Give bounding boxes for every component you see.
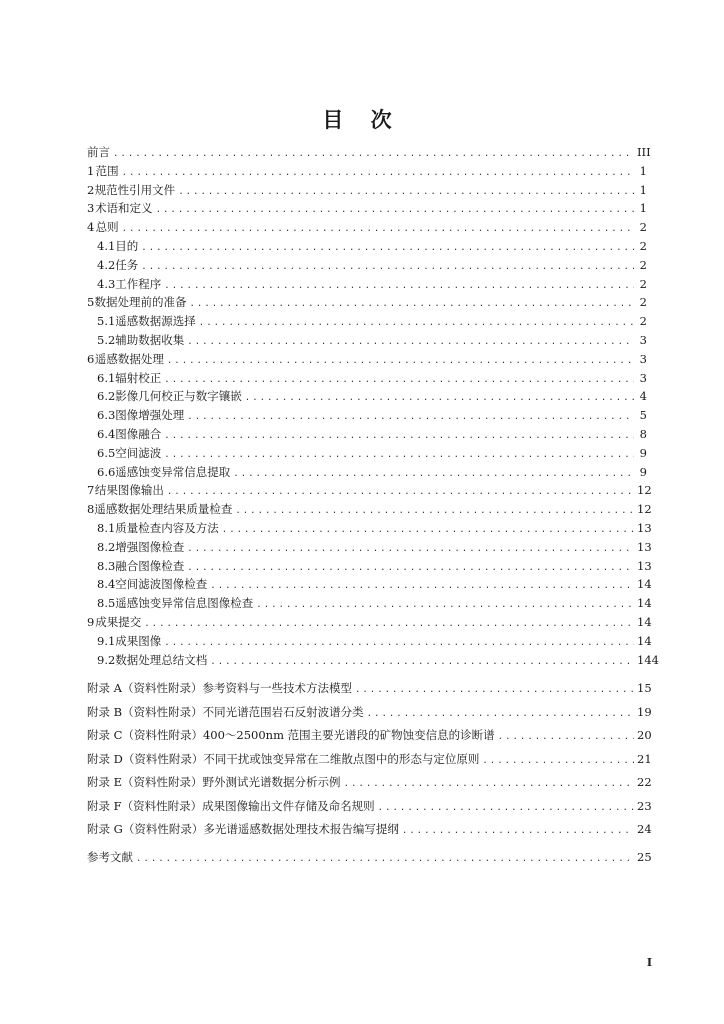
leader-dots: [402, 820, 634, 844]
toc-label: 范围: [95, 163, 119, 178]
leader-dots: [367, 703, 634, 727]
toc-num: 1: [87, 163, 95, 178]
toc-page: 14: [637, 614, 652, 629]
leader-dots: [164, 277, 634, 296]
leader-dots: [482, 750, 634, 774]
toc-page: 3: [639, 332, 647, 347]
toc-num: 8.1: [97, 520, 116, 535]
leader-dots: [378, 797, 634, 821]
leader-dots: [122, 220, 634, 239]
toc-num: 5: [87, 295, 95, 310]
leader-dots: [141, 258, 634, 277]
toc-label: 遥感数据处理: [94, 351, 164, 366]
toc-label: 辅助数据收集: [115, 332, 185, 347]
appendix-prefix: 附录 A（资料性附录）: [87, 681, 203, 696]
toc-appendix-g[interactable]: [87, 818, 652, 842]
toc-label: 空间滤波图像检查: [115, 577, 208, 592]
toc-entry-foreword[interactable]: [87, 143, 651, 162]
toc-label: 辐射校正: [115, 370, 162, 385]
toc-appendix-d[interactable]: [87, 748, 652, 772]
toc-page: 4: [639, 389, 647, 404]
toc-page: 144: [637, 652, 659, 667]
toc-num: 8.3: [97, 558, 116, 573]
leader-dots: [256, 596, 634, 615]
leader-dots: [245, 389, 634, 408]
toc-num: 3: [87, 201, 95, 216]
toc-entry-6-6[interactable]: [87, 463, 647, 482]
toc-label: 数据处理前的准备: [94, 295, 187, 310]
toc-page: 8: [639, 426, 647, 441]
toc-entry-4-2[interactable]: [87, 256, 647, 275]
toc-label: 目的: [115, 238, 139, 253]
toc-page: 14: [637, 633, 652, 648]
appendix-prefix: 附录 C（资料性附录）: [87, 728, 203, 743]
toc-label: 总则: [95, 220, 119, 235]
toc-page: 24: [637, 822, 652, 837]
toc-num: 6.3: [97, 408, 116, 423]
leader-dots: [235, 502, 634, 521]
leader-dots: [144, 615, 634, 634]
page-number: I: [646, 956, 652, 969]
toc-entry-9-1[interactable]: [87, 632, 652, 651]
toc-page: 3: [639, 370, 647, 385]
toc-label: 遥感数据处理结果质量检查: [94, 502, 233, 517]
leader-dots: [178, 183, 634, 202]
toc-entry-5-1[interactable]: [87, 312, 647, 331]
leader-dots: [122, 164, 634, 183]
toc-num: 4.1: [97, 238, 116, 253]
toc-page: 5: [639, 408, 647, 423]
toc-entry-references[interactable]: [87, 846, 652, 870]
leader-dots: [167, 352, 634, 371]
leader-dots: [156, 201, 634, 220]
toc-label: 图像增强处理: [115, 408, 185, 423]
toc-label: 遥感蚀变异常信息图像检查: [115, 596, 254, 611]
leader-dots: [222, 521, 634, 540]
toc-num: 8.5: [97, 596, 116, 611]
toc-appendix-f[interactable]: [87, 795, 652, 819]
toc-label: 遥感蚀变异常信息提取: [115, 464, 231, 479]
toc-label: 前言: [87, 145, 110, 159]
toc-page: 25: [637, 849, 652, 864]
leader-dots: [210, 577, 634, 596]
toc-page: 22: [637, 775, 652, 790]
leader-dots: [136, 848, 634, 872]
toc-entry-9-2[interactable]: [87, 651, 659, 670]
toc-entry-8-1[interactable]: [87, 519, 652, 538]
toc-entry-8[interactable]: [87, 500, 652, 519]
toc-page: 13: [637, 539, 652, 554]
toc-page: 15: [637, 681, 652, 696]
toc-num: 4.2: [97, 257, 116, 272]
toc-appendix-a[interactable]: [87, 677, 652, 701]
toc-page: 1: [639, 201, 647, 216]
toc-num: 9.1: [97, 633, 116, 648]
toc-page: 2: [639, 238, 647, 253]
toc-num: 4: [87, 220, 95, 235]
toc-label: 图像融合: [115, 426, 162, 441]
toc-num: 2: [87, 182, 95, 197]
toc-entry-2[interactable]: [87, 181, 647, 200]
toc-label: 增强图像检查: [115, 539, 185, 554]
toc-label: 400～2500nm 范围主要光谱段的矿物蚀变信息的诊断谱: [202, 728, 495, 743]
toc-num: 6.1: [97, 370, 116, 385]
leader-dots: [164, 634, 634, 653]
toc-page: 1: [639, 182, 647, 197]
appendix-prefix: 附录 F（资料性附录）: [87, 798, 203, 813]
toc-num: 5.2: [97, 332, 116, 347]
toc-entry-6-3[interactable]: [87, 406, 647, 425]
toc-page: 3: [639, 351, 647, 366]
toc-page: 19: [637, 704, 652, 719]
toc-label: 工作程序: [115, 276, 162, 291]
toc-num: 8: [87, 502, 95, 517]
toc-appendix-b[interactable]: [87, 701, 652, 725]
appendix-prefix: 附录 D（资料性附录）: [87, 751, 204, 766]
appendix-prefix: 附录 G（资料性附录）: [87, 822, 204, 837]
leader-dots: [187, 333, 634, 352]
leader-dots: [164, 427, 634, 446]
toc-page: 2: [639, 295, 647, 310]
toc-page: 14: [637, 577, 652, 592]
toc-label: 成果图像: [115, 633, 162, 648]
toc-page: 2: [639, 314, 647, 329]
toc-label: 规范性引用文件: [94, 182, 176, 197]
toc-label: 空间滤波: [115, 445, 162, 460]
toc-label: 不同干扰或蚀变异常在二维散点图中的形态与定位原则: [203, 751, 480, 766]
toc-label: 成果图像输出文件存储及命名规则: [202, 798, 375, 813]
leader-dots: [164, 446, 634, 465]
toc-entry-6-4[interactable]: [87, 425, 647, 444]
toc-entry-6-2[interactable]: [87, 387, 647, 406]
toc-label: 参考文献: [87, 849, 133, 864]
toc-entry-8-2[interactable]: [87, 538, 652, 557]
toc-entry-6-5[interactable]: [87, 444, 647, 463]
toc-num: 6.6: [97, 464, 116, 479]
toc-label: 数据处理总结文档: [115, 652, 208, 667]
toc-label: 融合图像检查: [115, 558, 185, 573]
toc-label: 不同光谱范围岩石反射波谱分类: [202, 704, 364, 719]
toc-page: 14: [637, 596, 652, 611]
leader-dots: [113, 145, 634, 164]
toc-entry-4[interactable]: [87, 218, 647, 237]
toc-num: 6.5: [97, 445, 116, 460]
toc-num: 8.2: [97, 539, 116, 554]
toc-num: 6.2: [97, 389, 116, 404]
leader-dots: [187, 540, 634, 559]
appendix-prefix: 附录 B（资料性附录）: [87, 704, 203, 719]
toc-page: 12: [637, 483, 652, 498]
leader-dots: [355, 679, 634, 703]
toc-label: 术语和定义: [95, 201, 153, 216]
toc-label: 遥感数据源选择: [115, 314, 196, 329]
toc-page: 21: [637, 751, 652, 766]
toc-page: 13: [637, 558, 652, 573]
leader-dots: [210, 653, 634, 672]
leader-dots: [189, 295, 634, 314]
toc-page: 12: [637, 502, 652, 517]
toc-page: 2: [639, 257, 647, 272]
toc-page: 2: [639, 276, 647, 291]
page-title: 目 次: [322, 107, 402, 132]
toc-entry-3[interactable]: [87, 199, 647, 218]
toc-num: 7: [87, 483, 95, 498]
toc-entry-6[interactable]: [87, 350, 647, 369]
toc-label: 野外测试光谱数据分析示例: [202, 775, 341, 790]
toc-appendix-c[interactable]: [87, 724, 652, 748]
leader-dots: [141, 239, 634, 258]
toc-entry-9[interactable]: [87, 613, 652, 632]
toc-num: 4.3: [97, 276, 116, 291]
toc-page: 9: [639, 464, 647, 479]
toc-num: 5.1: [97, 314, 116, 329]
toc-page: 9: [639, 445, 647, 460]
toc-label: 影像几何校正与数字镶嵌: [115, 389, 242, 404]
leader-dots: [167, 483, 634, 502]
toc-num: 6: [87, 351, 95, 366]
toc-entry-5-2[interactable]: [87, 331, 647, 350]
toc-label: 质量检查内容及方法: [115, 520, 219, 535]
toc-entry-6-1[interactable]: [87, 369, 647, 388]
toc-entry-8-4[interactable]: [87, 575, 652, 594]
toc-label: 多光谱遥感数据处理技术报告编写提纲: [203, 822, 399, 837]
leader-dots: [199, 314, 634, 333]
toc-page: 23: [637, 798, 652, 813]
toc-page: 20: [637, 728, 652, 743]
toc-entry-1[interactable]: [87, 162, 647, 181]
toc-page: 1: [639, 163, 647, 178]
toc-page: 2: [639, 220, 647, 235]
leader-dots: [344, 773, 634, 797]
toc-entry-4-3[interactable]: [87, 275, 647, 294]
toc-num: 8.4: [97, 577, 116, 592]
toc-page: III: [637, 145, 651, 159]
toc-label: 成果提交: [95, 614, 142, 629]
appendix-prefix: 附录 E（资料性附录）: [87, 775, 203, 790]
toc-num: 6.4: [97, 426, 116, 441]
toc-page: 13: [637, 520, 652, 535]
toc-entry-7[interactable]: [87, 481, 652, 500]
toc-entry-8-5[interactable]: [87, 594, 652, 613]
leader-dots: [233, 465, 634, 484]
leader-dots: [187, 559, 634, 578]
toc-entry-4-1[interactable]: [87, 237, 647, 256]
toc-label: 参考资料与一些技术方法模型: [202, 681, 352, 696]
toc-label: 结果图像输出: [94, 483, 164, 498]
toc-label: 任务: [115, 257, 139, 272]
toc-list: [87, 143, 659, 869]
toc-num: 9.2: [97, 652, 116, 667]
toc-num: 9: [87, 614, 95, 629]
toc-entry-8-3[interactable]: [87, 557, 652, 576]
toc-appendix-e[interactable]: [87, 771, 652, 795]
toc-entry-5[interactable]: [87, 293, 647, 312]
leader-dots: [498, 726, 634, 750]
leader-dots: [187, 408, 634, 427]
